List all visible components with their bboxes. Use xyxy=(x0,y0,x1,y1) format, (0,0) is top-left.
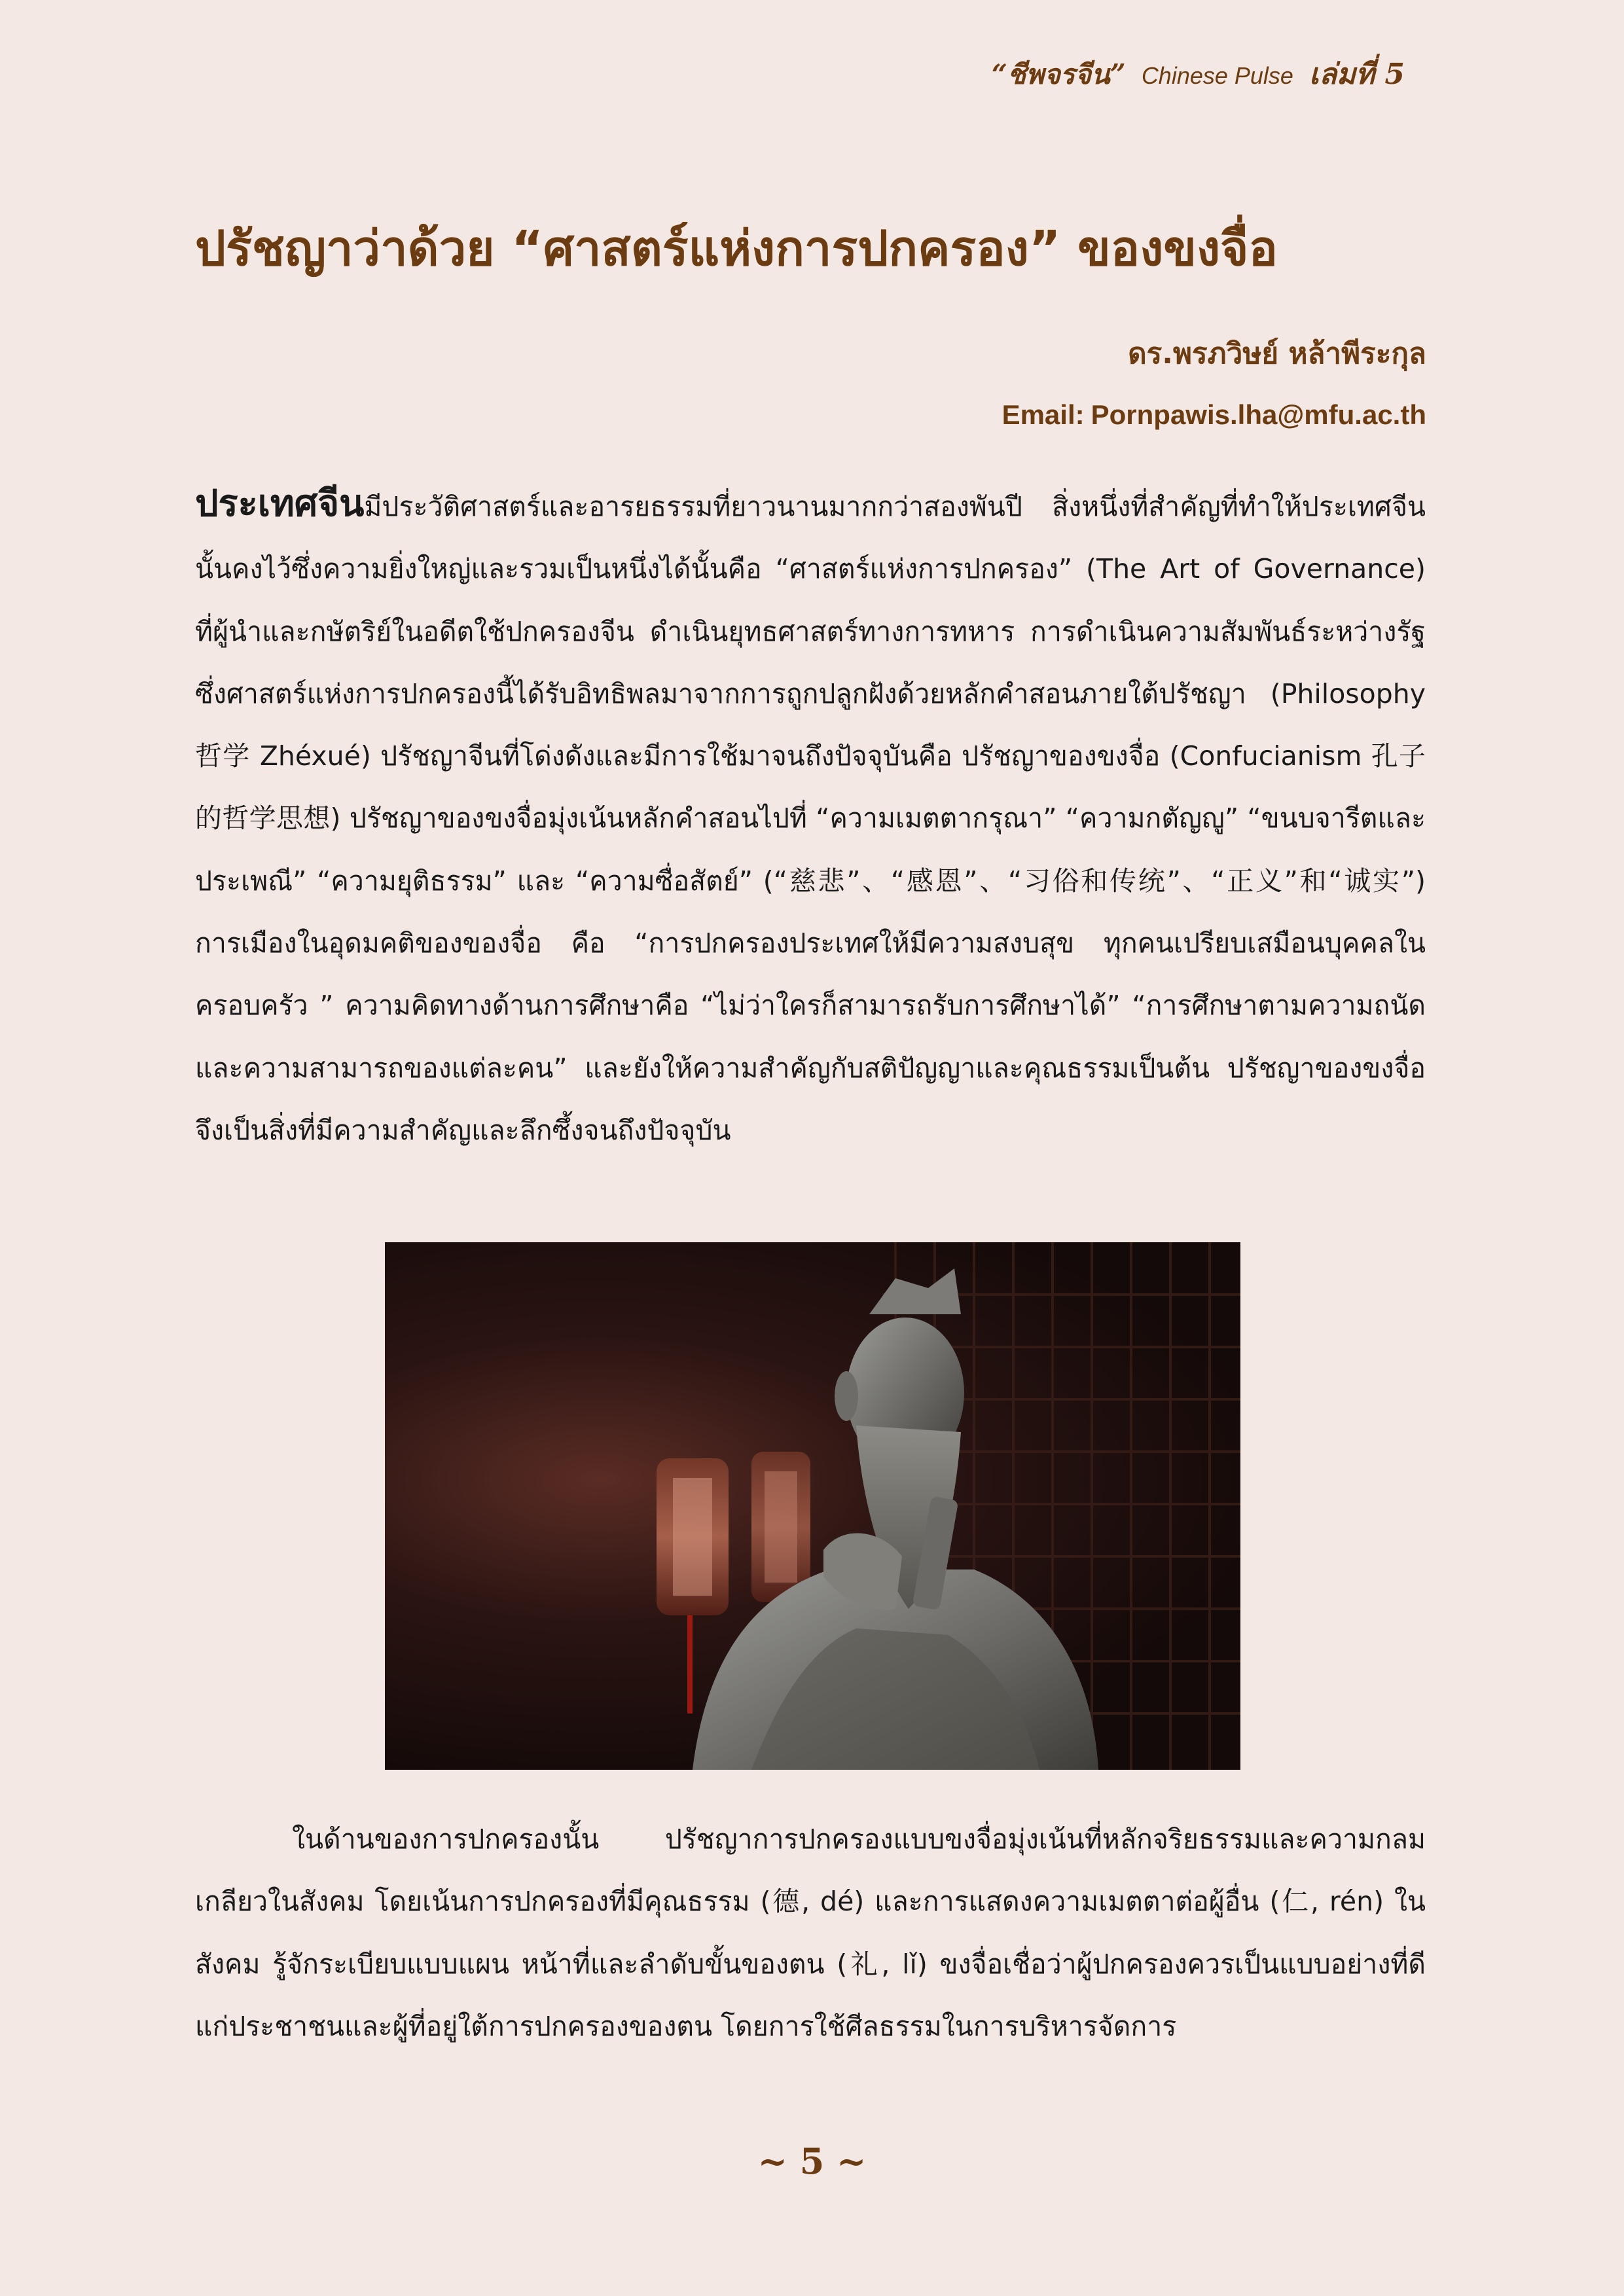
volume-label: เล่มที่ 5 xyxy=(1309,58,1405,91)
email-address: Pornpawis.lha@mfu.ac.th xyxy=(1091,399,1426,430)
paragraph-lead-word: ประเทศจีน xyxy=(195,482,365,525)
lantern-right xyxy=(751,1452,810,1602)
governance-paragraph: ในด้านของการปกครองนั้น ปรัชญาการปกครองแบบขงจื่อมุ่งเน้นที่หลักจริยธรรมและความกลมเกลียวในสังคม โดยเน้นการปกครองที่มีคุณธรรม (德, dé) และการแสดงความเมตตาต่อผู้อื่น (仁, rén) ในสังคม รู้จักระเบียบแบบแผน หน้าที่และลำดับขั้นของตน (礼, lǐ) ขงจื่อเชื่อว่าผู้ปกครองควรเป็นแบบอย่างที่ดีแก่ประชาชนและผู้ที่อยู่ใต้การปกครองของตน โดยการใช้ศีลธรรมในการบริหารจัดการ xyxy=(195,1823,1426,2042)
email-label: Email: xyxy=(1001,399,1085,430)
article-title: ปรัชญาว่าด้วย “ศาสตร์แห่งการปกครอง” ของขงจื่อ xyxy=(195,221,1278,277)
author-email xyxy=(1002,399,1426,431)
author-name: ดร.พรภวิษย์ หล้าพีระกุล xyxy=(1128,337,1426,370)
confucius-statue-image xyxy=(385,1242,1240,1770)
magazine-name-thai: “ชีพจรจีน” xyxy=(991,58,1126,90)
intro-paragraph-body: มีประวัติศาสตร์และอารยธรรมที่ยาวนานมากกว่าสองพันปี สิ่งหนึ่งที่สำคัญที่ทำให้ประเทศจีนนั้นคงไว้ซึ่งความยิ่งใหญ่และรวมเป็นหนึ่งได้นั้นคือ “ศาสตร์แห่งการปกครอง” (The Art of Governance) ที่ผู้นำและกษัตริย์ในอดีตใช้ปกครองจีน ดำเนินยุทธศาสตร์ทางการทหาร การดำเนินความสัมพันธ์ระหว่างรัฐ ซึ่งศาสตร์แห่งการปกครองนี้ได้รับอิทธิพลมาจากการถูกปลูกฝังด้วยหลักคำสอนภายใต้ปรัชญา (Philosophy 哲学 Zhéxué) ปรัชญาจีนที่โด่งดังและมีการใช้มาจนถึงปัจจุบันคือ ปรัชญาของขงจื่อ (Confucianism 孔子的哲学思想) ปรัชญาของขงจื่อมุ่งเน้นหลักคำสอนไปที่ “ความเมตตากรุณา” “ความกตัญญู” “ขนบจารีตและประเพณี” “ความยุติธรรม” และ “ความซื่อสัตย์” (“慈悲”、“感恩”、“习俗和传统”、“正义”和“诚实”) การเมืองในอุดมคติของของจื่อ คือ “การปกครองประเทศให้มีความสงบสุข ทุกคนเปรียบเสมือนบุคคลในครอบครัว ” ความคิดทางด้านการศึกษาคือ “ไม่ว่าใครก็สามารถรับการศึกษาได้” “การศึกษาตามความถนัดและความสามารถของแต่ละคน” และยังให้ความสำคัญกับสติปัญญาและคุณธรรมเป็นต้น ปรัชญาของขงจื่อจึงเป็นสิ่งที่มีความสำคัญและลึกซึ้งจนถึงปัจจุบัน xyxy=(195,491,1426,1146)
page-number: ~ 5 ~ xyxy=(757,2140,867,2182)
running-header xyxy=(992,51,1405,97)
intro-paragraph xyxy=(195,473,1426,1162)
magazine-name-english: Chinese Pulse xyxy=(1141,62,1293,89)
confucius-statue-illustration xyxy=(385,1242,1240,1770)
